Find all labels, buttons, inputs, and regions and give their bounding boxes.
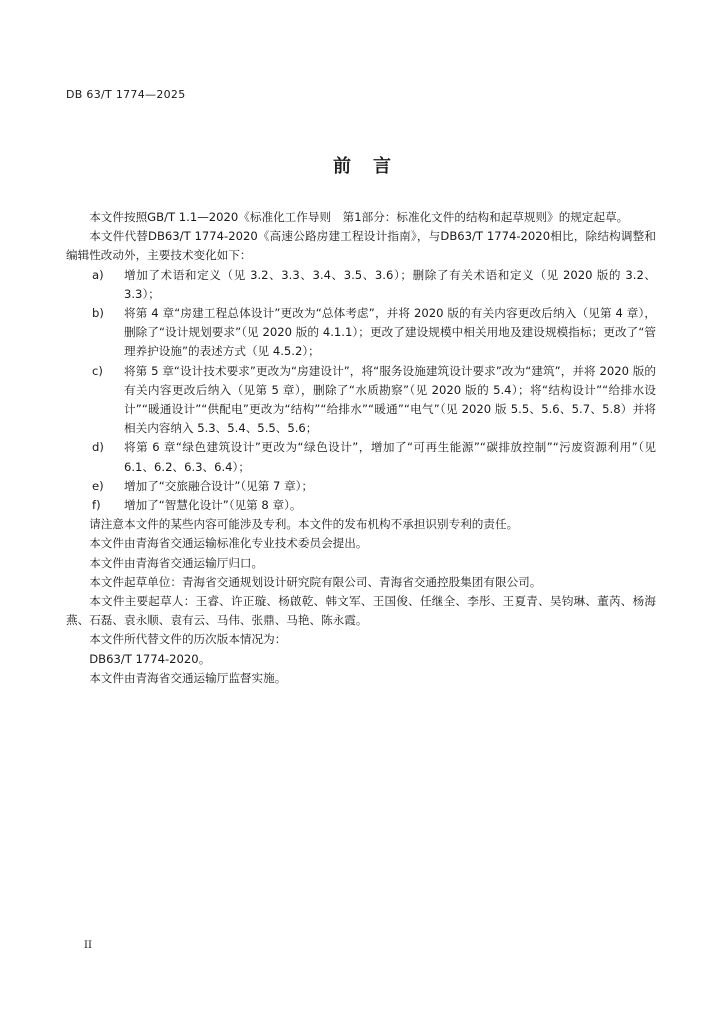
list-item-text: 将第 6 章“绿色建筑设计”更改为“绿色设计”，增加了“可再生能源”“碳排放控制”“污废资源利用”（见 6.1、6.2、6.3、6.4）； bbox=[124, 440, 656, 474]
list-item bbox=[66, 266, 656, 304]
list-item bbox=[66, 304, 656, 362]
paragraph-drafting-rules: 本文件按照GB/T 1.1—2020《标准化工作导则 第1部分：标准化文件的结构和起草规则》的规定起草。 bbox=[89, 210, 629, 224]
previous-version-entry: DB63/T 1774-2020。 bbox=[89, 651, 211, 666]
paragraph-version-history: 本文件所代替文件的历次版本情况为： bbox=[89, 632, 287, 647]
list-item-text: 增加了术语和定义（见 3.2、3.3、3.4、3.5、3.6）；删除了有关术语和定义（见 2020 版的 3.2、3.3）； bbox=[124, 267, 656, 301]
paragraph-replacement-statement: 本文件代替DB63/T 1774-2020《高速公路房建工程设计指南》，与DB63/T 1774-2020相比，除结构调整和编辑性改动外，主要技术变化如下： bbox=[66, 229, 656, 263]
document-code-header: DB 63/T 1774—2025 bbox=[66, 88, 186, 101]
list-item bbox=[66, 362, 656, 439]
list-item-text: 将第 5 章“设计技术要求”更改为“房建设计”，将“服务设施建筑设计要求”改为“建筑”，并将 2020 版的有关内容更改后纳入（见第 5 章），删除了“水质勘察”（见 2020 版的 5.4）；将“结构设计”“给排水设计”“暖通设计”“供配电”更改为“结构”“给排水”“暖通”“电气”（见 2020 版 5.5、5.6、5.7、5.8）并将相关内容纳入 5.3、5.4、5.5、5.6； bbox=[124, 363, 656, 436]
paragraph-supervision: 本文件由青海省交通运输厅监督实施。 bbox=[89, 670, 287, 685]
list-item-label: c) bbox=[92, 363, 103, 378]
list-item bbox=[66, 438, 656, 476]
list-item-text: 增加了“智慧化设计”（见第 8 章）。 bbox=[124, 498, 302, 513]
list-item-label: b) bbox=[92, 306, 104, 321]
list-item-text: 增加了“交旅融合设计”（见第 7 章）； bbox=[124, 478, 314, 493]
list-item-text: 将第 4 章“房建工程总体设计”更改为“总体考虑”，并将 2020 版的有关内容更改后纳入（见第 4 章），删除了“设计规划要求”（见 2020 版的 4.1.1）；更改了建设规模中相关用地及建设规模指标；更改了“管理养护设施”的表述方式（见 4.5.2）； bbox=[124, 306, 656, 359]
page-title: 前言 bbox=[333, 156, 413, 177]
paragraph-administrator: 本文件由青海省交通运输厅归口。 bbox=[89, 555, 264, 570]
foreword-body bbox=[66, 208, 656, 688]
page-number: II bbox=[84, 940, 92, 951]
list-item bbox=[66, 477, 656, 496]
paragraph-drafting-units: 本文件起草单位：青海省交通规划设计研究院有限公司、青海省交通控股集团有限公司。 bbox=[89, 574, 542, 589]
list-item-label: a) bbox=[92, 267, 104, 282]
paragraph-proposer: 本文件由青海省交通运输标准化专业技术委员会提出。 bbox=[89, 536, 368, 551]
list-item-label: e) bbox=[92, 478, 104, 493]
list-item-label: d) bbox=[92, 440, 104, 455]
paragraph-patent-notice: 请注意本文件的某些内容可能涉及专利。本文件的发布机构不承担识别专利的责任。 bbox=[89, 517, 519, 532]
list-item bbox=[66, 496, 656, 515]
paragraph-drafters: 本文件主要起草人：王睿、许正璇、杨啟乾、韩文军、王国俊、任继全、李彤、王夏青、吴钧琳、董芮、杨海燕、石磊、袁永顺、袁有云、马伟、张鼎、马艳、陈永霞。 bbox=[66, 594, 656, 628]
list-item-label: f) bbox=[92, 498, 101, 513]
